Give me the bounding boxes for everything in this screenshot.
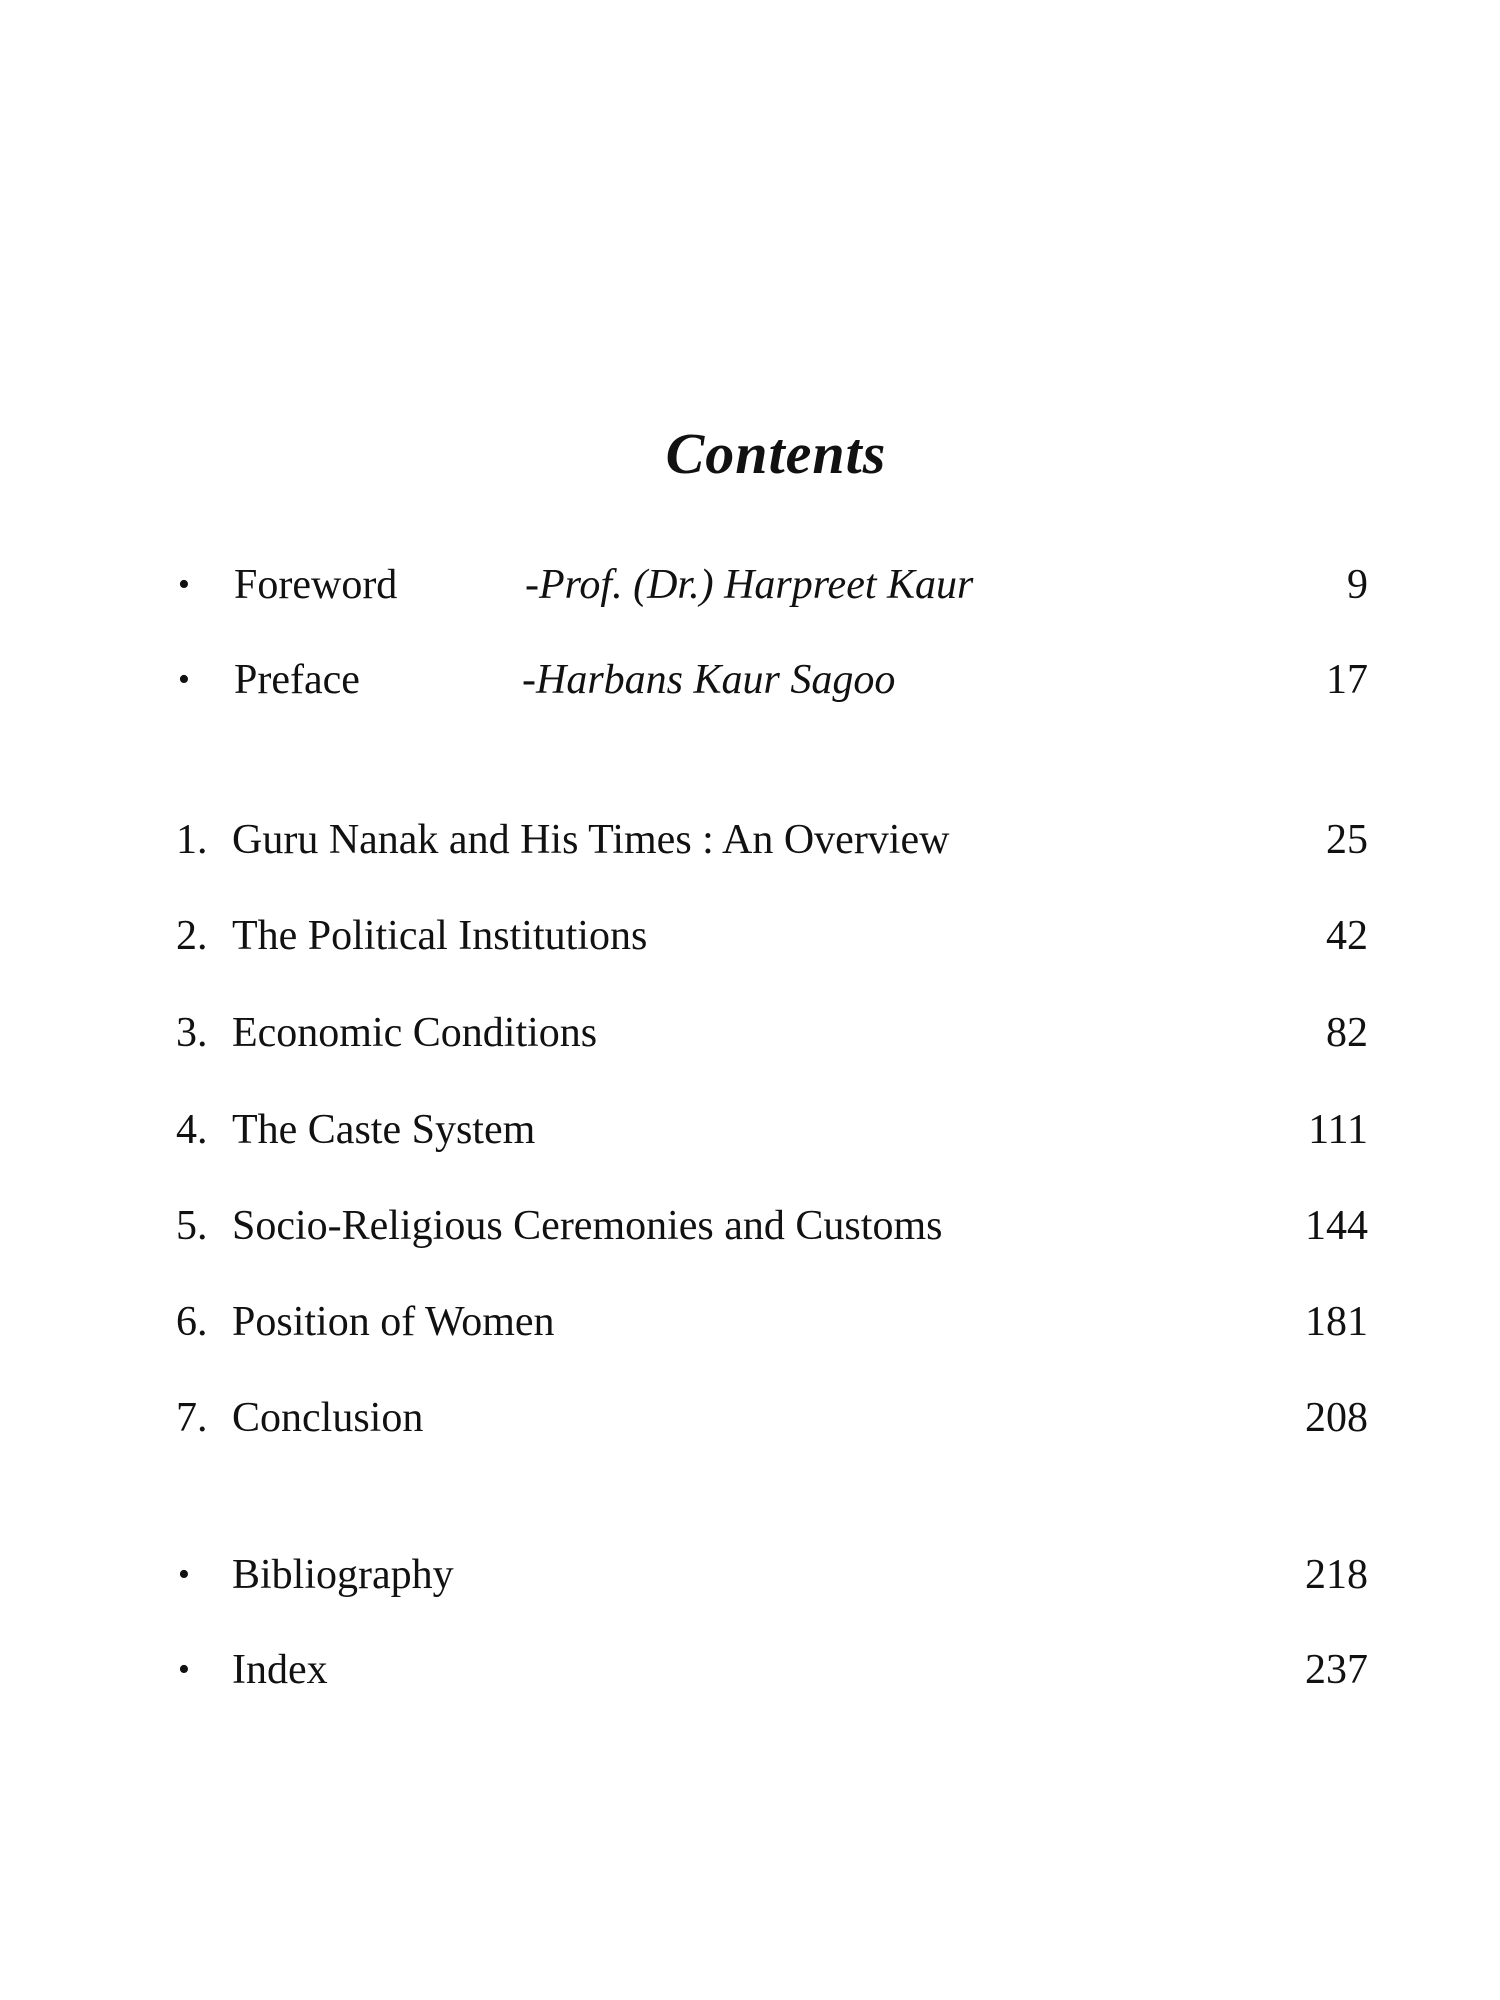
entry-page-number: 25 xyxy=(1326,817,1368,863)
toc-entry-chapter-6[interactable] xyxy=(0,1292,1500,1352)
bullet-icon: • xyxy=(178,661,190,698)
toc-entry-chapter-2[interactable] xyxy=(0,906,1500,966)
entry-label: Conclusion xyxy=(232,1395,424,1441)
entry-author: -Prof. (Dr.) Harpreet Kaur xyxy=(525,562,974,608)
entry-label: Foreword xyxy=(234,562,398,608)
chapter-number: 5. xyxy=(176,1203,208,1249)
entry-author: -Harbans Kaur Sagoo xyxy=(522,657,896,703)
bullet-icon: • xyxy=(178,1651,190,1688)
entry-label: Position of Women xyxy=(232,1299,555,1345)
toc-entry-chapter-1[interactable] xyxy=(0,810,1500,870)
toc-entry-chapter-5[interactable] xyxy=(0,1196,1500,1256)
bullet-icon: • xyxy=(178,1556,190,1593)
entry-page-number: 9 xyxy=(1347,562,1368,608)
entry-page-number: 111 xyxy=(1308,1107,1368,1153)
page-title: Contents xyxy=(665,421,887,486)
entry-label: Guru Nanak and His Times : An Overview xyxy=(232,817,950,863)
entry-page-number: 144 xyxy=(1305,1203,1368,1249)
entry-page-number: 181 xyxy=(1305,1299,1368,1345)
toc-entry-chapter-3[interactable] xyxy=(0,1003,1500,1063)
entry-label: The Political Institutions xyxy=(232,913,648,959)
entry-page-number: 237 xyxy=(1305,1647,1368,1693)
entry-page-number: 42 xyxy=(1326,913,1368,959)
chapter-number: 3. xyxy=(176,1010,208,1056)
toc-entry-bibliography[interactable] xyxy=(0,1545,1500,1605)
bullet-icon: • xyxy=(178,566,190,603)
entry-page-number: 218 xyxy=(1305,1552,1368,1598)
entry-page-number: 82 xyxy=(1326,1010,1368,1056)
entry-label: Preface xyxy=(234,657,360,703)
chapter-number: 7. xyxy=(176,1395,208,1441)
entry-page-number: 17 xyxy=(1326,657,1368,703)
entry-label: The Caste System xyxy=(232,1107,536,1153)
entry-page-number: 208 xyxy=(1305,1395,1368,1441)
entry-label: Bibliography xyxy=(232,1552,454,1598)
entry-label: Index xyxy=(232,1647,328,1693)
chapter-number: 6. xyxy=(176,1299,208,1345)
chapter-number: 2. xyxy=(176,913,208,959)
toc-entry-index[interactable] xyxy=(0,1640,1500,1700)
entry-label: Economic Conditions xyxy=(232,1010,598,1056)
toc-entry-chapter-7[interactable] xyxy=(0,1388,1500,1448)
entry-label: Socio-Religious Ceremonies and Customs xyxy=(232,1203,943,1249)
toc-entry-preface[interactable] xyxy=(0,650,1500,710)
chapter-number: 4. xyxy=(176,1107,208,1153)
chapter-number: 1. xyxy=(176,817,208,863)
toc-entry-chapter-4[interactable] xyxy=(0,1100,1500,1160)
toc-entry-foreword[interactable] xyxy=(0,555,1500,615)
